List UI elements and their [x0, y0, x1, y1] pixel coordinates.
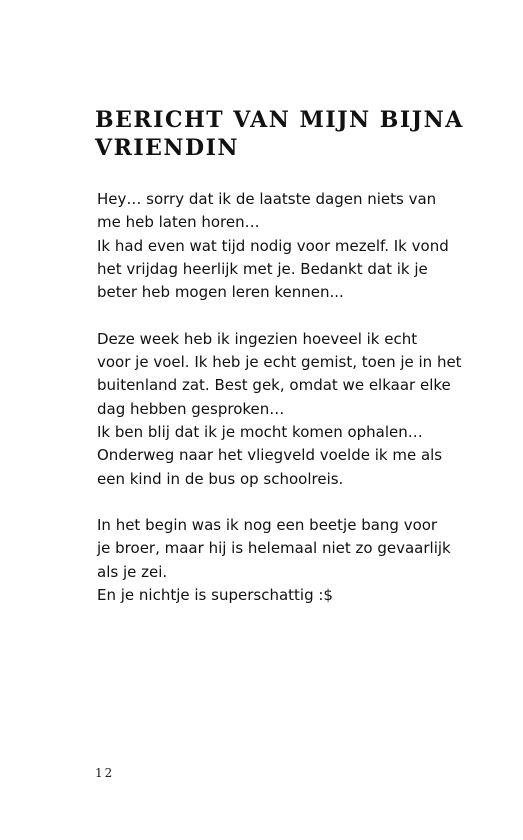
text-line: als je zei. [97, 562, 168, 581]
text-line: buitenland zat. Best gek, omdat we elkaar elke [97, 376, 451, 395]
paragraph-1 [97, 188, 457, 304]
paragraph-3 [97, 514, 457, 607]
text-line: voor je voel. Ik heb je echt gemist, toen je in het [97, 353, 462, 372]
text-line: In het begin was ik nog een beetje bang voor [97, 516, 438, 535]
paragraph-2 [97, 328, 462, 491]
text-line: Ik ben blij dat ik je mocht komen ophalen… [97, 422, 423, 441]
text-line: Deze week heb ik ingezien hoeveel ik echt [97, 329, 418, 348]
page-title-line-2: VRIENDIN [95, 135, 239, 161]
text-line: Onderweg naar het vliegveld voelde ik me als [97, 446, 443, 465]
message-body [97, 188, 462, 631]
text-line: je broer, maar hij is helemaal niet zo gevaarlijk [97, 539, 451, 558]
text-line: Ik had even wat tijd nodig voor mezelf. Ik vond [97, 236, 449, 255]
page-number: 12 [95, 766, 115, 780]
text-line: Hey… sorry dat ik de laatste dagen niets van [97, 190, 437, 208]
text-line: beter heb mogen leren kennen... [97, 283, 344, 302]
page-title [95, 106, 475, 162]
text-line: En je nichtje is superschattig :$ [97, 586, 333, 605]
page-title-line-1: BERICHT VAN MIJN BIJNA [95, 107, 464, 133]
text-line: het vrijdag heerlijk met je. Bedankt dat ik je [97, 259, 428, 278]
text-line: me heb laten horen… [97, 213, 260, 232]
text-line: een kind in de bus op schoolreis. [97, 469, 344, 488]
text-line: dag hebben gesproken… [97, 399, 285, 418]
